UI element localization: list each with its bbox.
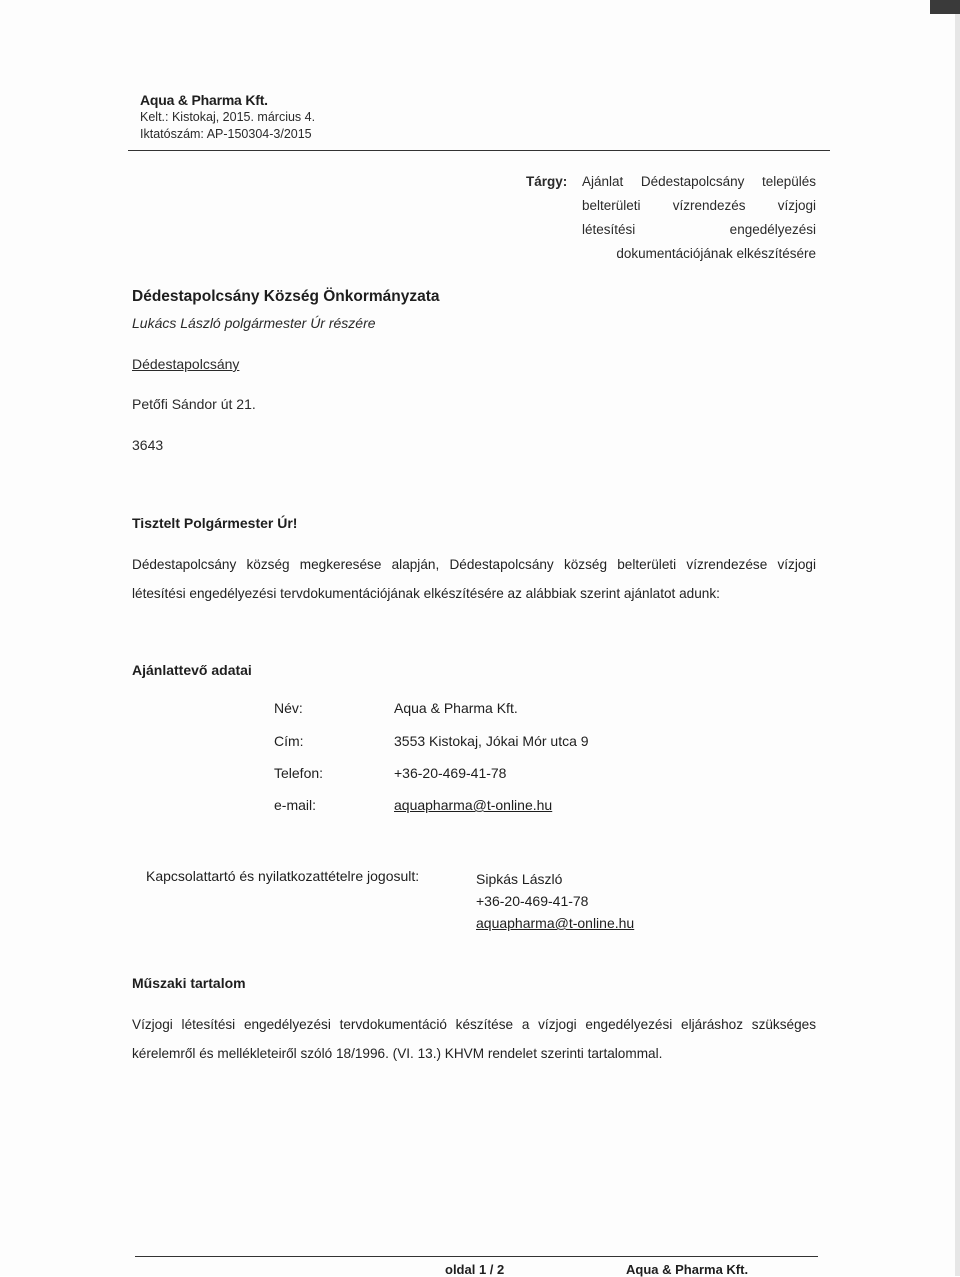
recipient-block: [132, 287, 440, 333]
recipient-street: Petőfi Sándor út 21.: [132, 396, 256, 412]
detail-value: Aqua & Pharma Kft.: [394, 700, 518, 716]
detail-row-email: [274, 797, 734, 817]
letterhead: [140, 91, 830, 143]
detail-label: e-mail:: [274, 797, 317, 813]
salutation: Tisztelt Polgármester Úr!: [132, 515, 298, 531]
detail-row-name: [274, 700, 734, 720]
scan-corner-mark: [930, 0, 960, 14]
footer-rule: [135, 1256, 818, 1257]
letterhead-date: Kelt.: Kistokaj, 2015. március 4.: [140, 110, 316, 124]
detail-label: Cím:: [274, 733, 304, 749]
detail-value: +36-20-469-41-78: [394, 765, 507, 781]
contact-email-link[interactable]: aquapharma@t-online.hu: [476, 915, 635, 931]
subject-text: Ajánlat Dédestapolcsány település belterületi vízrendezés vízjogi létesítési engedélyezési dokumentációjának elkészítésére: [582, 174, 816, 261]
contact-label: Kapcsolattartó és nyilatkozattételre jogosult:: [146, 868, 420, 884]
subject-label: Tárgy:: [526, 174, 568, 189]
contact-phone: +36-20-469-41-78: [476, 893, 589, 909]
detail-label: Telefon:: [274, 765, 324, 781]
recipient-city: Dédestapolcsány: [132, 356, 240, 372]
letterhead-company: Aqua & Pharma Kft.: [140, 92, 268, 108]
recipient-person: Lukács László polgármester Úr részére: [132, 315, 376, 331]
technical-paragraph: Vízjogi létesítési engedélyezési tervdokumentáció készítése a vízjogi engedélyezési eljáráshoz szükséges kérelemről és mellékleteiről szóló 18/1996. (VI. 13.) KHVM rendelet szerinti tartalommal.: [132, 1017, 816, 1061]
intro-paragraph: Dédestapolcsány község megkeresése alapján, Dédestapolcsány község belterületi vízrendezése vízjogi létesítési engedélyezési tervdokumentációjának elkészítésére az alábbiak szerint ajánlatot adunk:: [132, 557, 816, 601]
recipient-name: Dédestapolcsány Község Önkormányzata: [132, 288, 440, 305]
letterhead-reference: Iktatószám: AP-150304-3/2015: [140, 127, 312, 141]
header-rule: [128, 150, 830, 151]
detail-label: Név:: [274, 700, 303, 716]
recipient-zip: 3643: [132, 437, 164, 453]
footer-page-number: oldal 1 / 2: [445, 1262, 505, 1277]
bidder-section-title: Ajánlattevő adatai: [132, 662, 252, 678]
detail-row-address: [274, 733, 734, 753]
technical-section-title: Műszaki tartalom: [132, 975, 246, 991]
detail-row-phone: [274, 765, 734, 785]
detail-value: 3553 Kistokaj, Jókai Mór utca 9: [394, 733, 589, 749]
contact-values: [476, 868, 634, 934]
contact-name: Sipkás László: [476, 871, 563, 887]
footer-company: Aqua & Pharma Kft.: [626, 1262, 749, 1277]
scan-edge: [955, 0, 960, 1276]
email-link[interactable]: aquapharma@t-online.hu: [394, 797, 553, 813]
